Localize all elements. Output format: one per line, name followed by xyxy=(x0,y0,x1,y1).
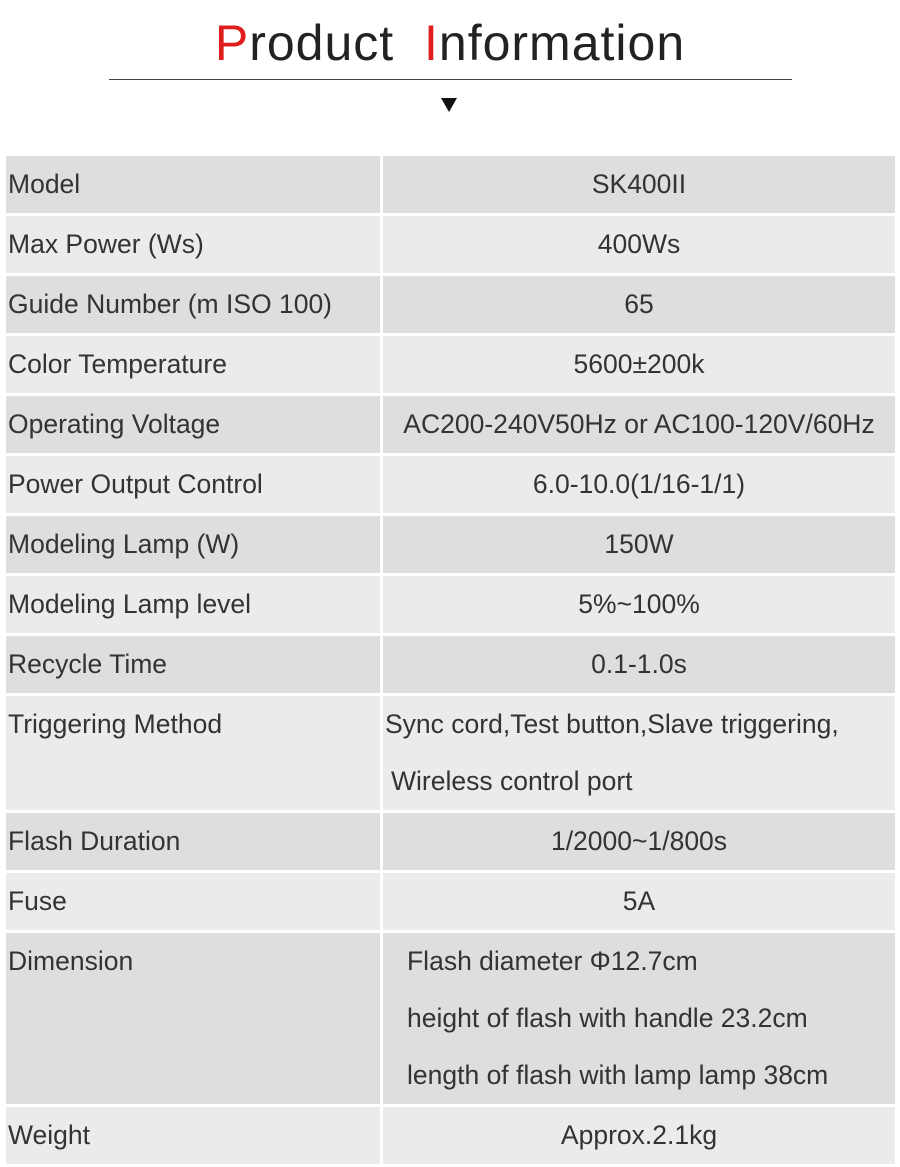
title-divider xyxy=(109,79,792,80)
spec-label: Modeling Lamp (W) xyxy=(6,516,380,573)
spec-value: 5600±200k xyxy=(383,336,895,393)
spec-value: 150W xyxy=(383,516,895,573)
spec-row xyxy=(6,576,895,633)
spec-label: Recycle Time xyxy=(6,636,380,693)
spec-label: Model xyxy=(6,156,380,213)
spec-row xyxy=(6,216,895,273)
spec-row xyxy=(6,1107,895,1164)
spec-label: Color Temperature xyxy=(6,336,380,393)
spec-row xyxy=(6,516,895,573)
spec-value: 65 xyxy=(383,276,895,333)
spec-label: Operating Voltage xyxy=(6,396,380,453)
spec-value-line: length of flash with lamp lamp 38cm xyxy=(407,1060,829,1090)
spec-row xyxy=(6,636,895,693)
triangle-down-icon xyxy=(441,98,457,112)
title-initial-p: P xyxy=(214,15,250,71)
spec-value xyxy=(383,933,895,1104)
spec-row xyxy=(6,873,895,930)
spec-row xyxy=(6,813,895,870)
page-title xyxy=(0,12,900,74)
spec-label: Triggering Method xyxy=(6,696,380,810)
spec-label: Dimension xyxy=(6,933,380,1104)
spec-label: Guide Number (m ISO 100) xyxy=(6,276,380,333)
spec-label: Weight xyxy=(6,1107,380,1164)
spec-row xyxy=(6,156,895,213)
page-header xyxy=(0,0,900,150)
spec-label: Fuse xyxy=(6,873,380,930)
spec-label: Modeling Lamp level xyxy=(6,576,380,633)
spec-row xyxy=(6,396,895,453)
spec-value: 6.0-10.0(1/16-1/1) xyxy=(383,456,895,513)
spec-value: SK400II xyxy=(383,156,895,213)
title-word-rest-2: nformation xyxy=(438,15,686,71)
spec-row xyxy=(6,276,895,333)
spec-row xyxy=(6,933,895,1104)
spec-value xyxy=(383,696,895,810)
spec-value: 5%~100% xyxy=(383,576,895,633)
spec-label: Flash Duration xyxy=(6,813,380,870)
spec-value-line: Sync cord,Test button,Slave triggering, xyxy=(385,709,839,739)
title-word-rest-1: roduct xyxy=(249,15,395,71)
spec-value: 400Ws xyxy=(383,216,895,273)
spec-value-line: Flash diameter Φ12.7cm xyxy=(407,946,698,976)
spec-value: 1/2000~1/800s xyxy=(383,813,895,870)
spec-table xyxy=(6,156,895,1167)
spec-value: Approx.2.1kg xyxy=(383,1107,895,1164)
spec-value: 5A xyxy=(383,873,895,930)
spec-label: Max Power (Ws) xyxy=(6,216,380,273)
spec-value: 0.1-1.0s xyxy=(383,636,895,693)
title-initial-i: I xyxy=(423,15,439,71)
spec-value-line: Wireless control port xyxy=(391,766,633,796)
spec-row xyxy=(6,696,895,810)
spec-row xyxy=(6,456,895,513)
spec-row xyxy=(6,336,895,393)
spec-label: Power Output Control xyxy=(6,456,380,513)
spec-value-line: height of flash with handle 23.2cm xyxy=(407,1003,808,1033)
spec-value: AC200-240V50Hz or AC100-120V/60Hz xyxy=(383,396,895,453)
